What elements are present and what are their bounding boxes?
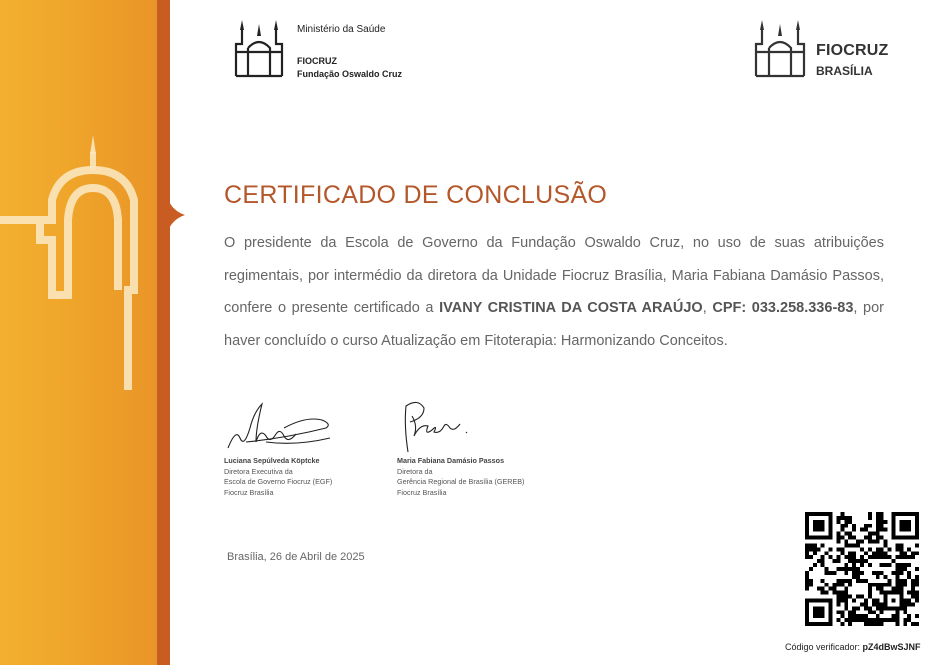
signatory-unit: Fiocruz Brasília — [224, 487, 274, 497]
qr-code-icon[interactable] — [805, 512, 919, 626]
verification-code-value: pZ4dBwSJNF — [862, 642, 921, 652]
body-intro: O presidente da Escola de Governo da Fundação Oswaldo Cruz, no uso de suas atribuições regimentais, por intermédio da diretora da Unidade Fiocruz Brasília, Maria Fabiana Damásio Passos, confere o presente certificado a — [224, 235, 884, 316]
signatory-role: Diretora Executiva da — [224, 466, 293, 476]
signature-1-image — [226, 398, 336, 454]
certificate-body — [224, 227, 884, 357]
fiocruz-castle-icon — [232, 18, 286, 78]
verification-label: Código verificador: — [785, 642, 863, 652]
castle-outline-icon — [0, 130, 160, 410]
signatory-role: Diretora da — [397, 466, 433, 476]
signatory-unit: Fiocruz Brasília — [397, 487, 447, 497]
signatory-name: Luciana Sepúlveda Köptcke — [224, 456, 320, 465]
recipient-cpf: CPF: 033.258.336-83 — [712, 300, 854, 316]
band-notch-shape — [165, 190, 191, 240]
ministry-label: Ministério da Saúde — [297, 24, 386, 35]
issue-date: Brasília, 26 de Abril de 2025 — [227, 551, 365, 563]
signatory-org: Gerência Regional de Brasília (GEREB) — [397, 477, 525, 486]
certificate-title: CERTIFICADO DE CONCLUSÃO — [224, 181, 608, 209]
signature-block-2 — [397, 456, 524, 498]
body-outro: , por haver concluído o curso Atualização em Fitoterapia: Harmonizando Conceitos. — [224, 300, 885, 349]
verification-code — [785, 642, 921, 652]
fiocruz-brasilia-castle-icon — [752, 18, 808, 78]
signatory-org: Escola de Governo Fiocruz (EGF) — [224, 477, 333, 486]
unit-logo-text: BRASÍLIA — [816, 64, 873, 78]
body-separator: , — [702, 300, 713, 316]
foundation-label: Fundação Oswaldo Cruz — [297, 69, 403, 79]
signature-block-1 — [224, 456, 332, 498]
org-logo-text: FIOCRUZ — [816, 42, 889, 59]
signatory-name: Maria Fabiana Damásio Passos — [397, 456, 505, 465]
org-label: FIOCRUZ — [297, 56, 337, 66]
signature-2-image — [398, 396, 478, 456]
recipient-name: IVANY CRISTINA DA COSTA ARAÚJO — [439, 300, 703, 316]
